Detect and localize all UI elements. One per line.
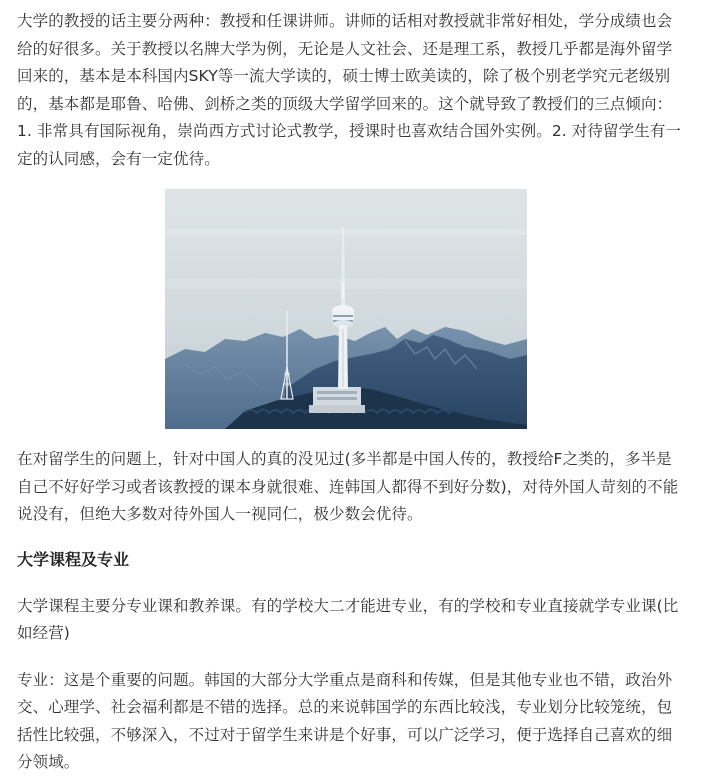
article-photo <box>165 189 527 429</box>
article-paragraph-foreigners: 在对留学生的问题上，针对中国人的真的没见过(多半都是中国人传的，教授给F之类的，多半是自己不好好学习或者该教授的课本身就很难、连韩国人都得不到好分数)，对待外国人苛刻的不能说没有，但绝大多数对待外国人一视同仁，极少数会优待。 <box>17 450 679 523</box>
article-paragraph-majors: 专业：这是个重要的问题。韩国的大部分大学重点是商科和传媒，但是其他专业也不错，政治外交、心理学、社会福利都是不错的选择。总的来说韩国学的东西比较浅，专业划分比较笼统，包括性比较强，不够深入，不过对于留学生来讲是个好事，可以广泛学习，便于选择自己喜欢的细分领域。 <box>17 670 673 771</box>
tower-landscape-photo <box>165 189 527 429</box>
article-paragraph-courses: 大学课程主要分专业课和教养课。有的学校大二才能进专业，有的学校和专业直接就学专业课(比如经营) <box>17 596 679 642</box>
section-heading-courses: 大学课程及专业 <box>17 549 130 569</box>
article-paragraph-intro: 大学的教授的话主要分两种：教授和任课讲师。讲师的话相对教授就非常好相处，学分成绩也会给的好很多。关于教授以名牌大学为例，无论是人文社会、还是理工系，教授几乎都是海外留学回来的，基本是本科国内SKY等一流大学读的，硕士博士欧美读的，除了极个别老学究元老级别的，基本都是耶鲁、哈佛、剑桥之类的顶级大学留学回来的。这个就导致了教授们的三点倾向：1. 非常具有国际视角，崇尚西方式讨论式教学，授课时也喜欢结合国外实例。2. 对待留学生有一定的认同感，会有一定优待。 <box>17 12 682 168</box>
